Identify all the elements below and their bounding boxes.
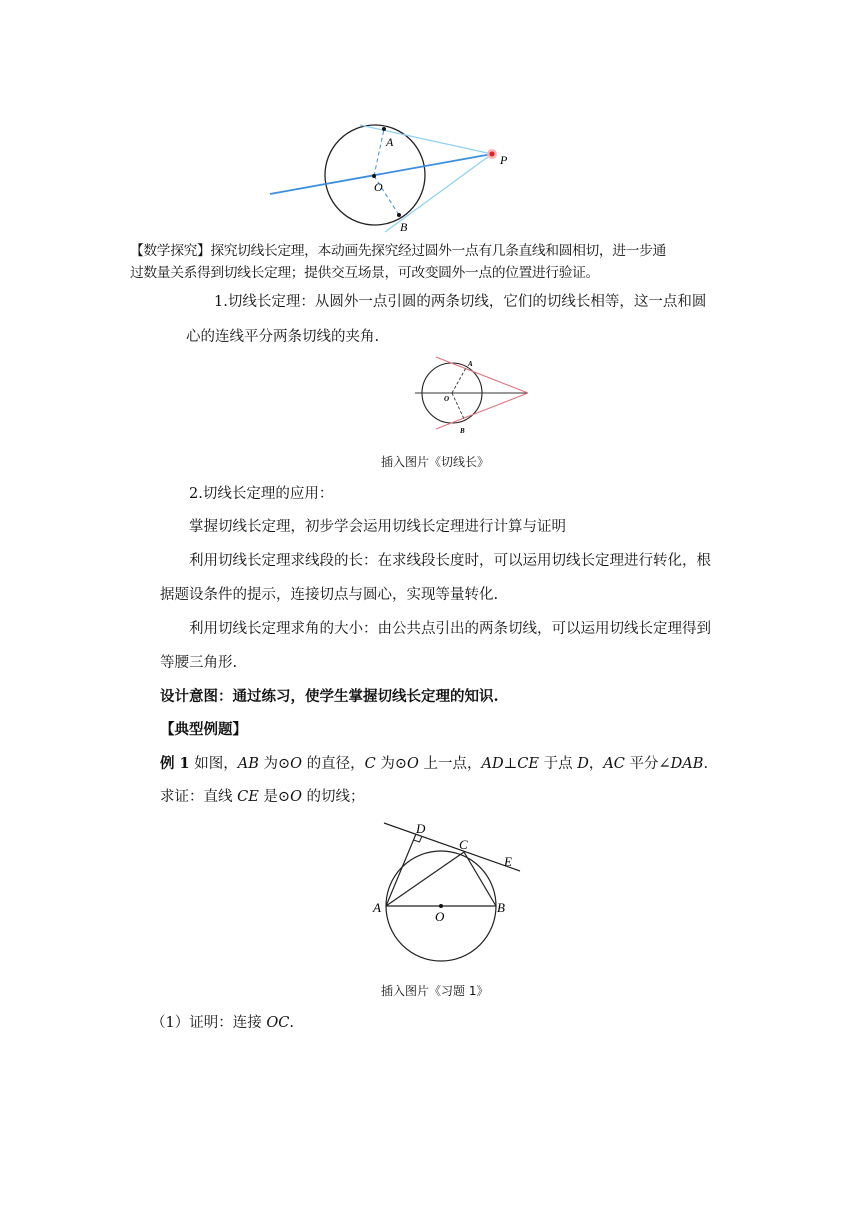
section-heading: 【典型例题】 — [160, 721, 247, 738]
radius-ob — [452, 393, 465, 421]
label-a: A — [386, 135, 394, 149]
label-o: O — [374, 180, 383, 194]
example-label: 例 1 — [160, 755, 190, 772]
label-p: P — [500, 153, 508, 167]
label-d: D — [416, 821, 426, 836]
theorem-line-1: 1.切线长定理：从圆外一点引圆的两条切线，它们的切线长相等，这一点和圆 — [214, 294, 707, 310]
label-b: B — [460, 427, 465, 435]
label-o: O — [435, 909, 445, 924]
label-e: E — [504, 854, 512, 869]
figure-tangents-from-p — [260, 115, 540, 240]
figure-tangent-length — [410, 352, 540, 436]
point-o — [439, 904, 443, 908]
tangent-line-ce — [384, 823, 520, 871]
figure3-caption: 插入图片《习题 1》 — [381, 984, 489, 998]
label-b: B — [400, 220, 408, 234]
intro-line-2: 过数量关系得到切线长定理；提供交互场景，可改变圆外一点的位置进行验证。 — [130, 265, 599, 281]
label-b: B — [497, 900, 505, 915]
tangent-line-a — [360, 125, 492, 154]
point-a — [382, 127, 386, 131]
example1-statement: 例 1 如图，AB 为⊙O 的直径，C 为⊙O 上一点，AD⊥CE 于点 D，AC 平分∠DAB. — [160, 755, 709, 772]
application-p3-line2: 等腰三角形. — [160, 655, 238, 671]
application-p2-line2: 据题设条件的提示，连接切点与圆心，实现等量转化. — [160, 587, 499, 603]
segment-cb — [464, 852, 496, 906]
radius-oa — [374, 129, 384, 176]
point-p — [490, 152, 495, 157]
point-b — [397, 213, 401, 217]
design-intent: 设计意图：通过练习，使学生掌握切线长定理的知识. — [160, 688, 499, 705]
figure2-caption: 插入图片《切线长》 — [381, 455, 490, 469]
proof-step-1: （1）证明：连接 OC. — [151, 1015, 294, 1031]
label-a: A — [468, 360, 473, 368]
application-p1: 掌握切线长定理，初步学会运用切线长定理进行计算与证明 — [189, 519, 566, 535]
application-title: 2.切线长定理的应用： — [189, 486, 334, 502]
theorem-line-2: 心的连线平分两条切线的夹角. — [186, 329, 380, 345]
label-a: A — [373, 900, 381, 915]
label-c: C — [459, 837, 468, 852]
point-o — [372, 174, 376, 178]
intro-line-1: 【数学探究】探究切线长定理，本动画先探究经过圆外一点有几条直线和圆相切，进一步通 — [130, 243, 666, 259]
label-o: O — [444, 395, 450, 403]
application-p2-line1: 利用切线长定理求线段的长：在求线段长度时，可以运用切线长定理进行转化，根 — [189, 553, 711, 569]
example1-prove: 求证：直线 CE 是⊙O 的切线； — [160, 789, 365, 805]
figure-exercise-1 — [370, 815, 530, 975]
radius-oa — [452, 366, 467, 393]
application-p3-line1: 利用切线长定理求角的大小：由公共点引出的两条切线，可以运用切线长定理得到 — [189, 621, 711, 637]
